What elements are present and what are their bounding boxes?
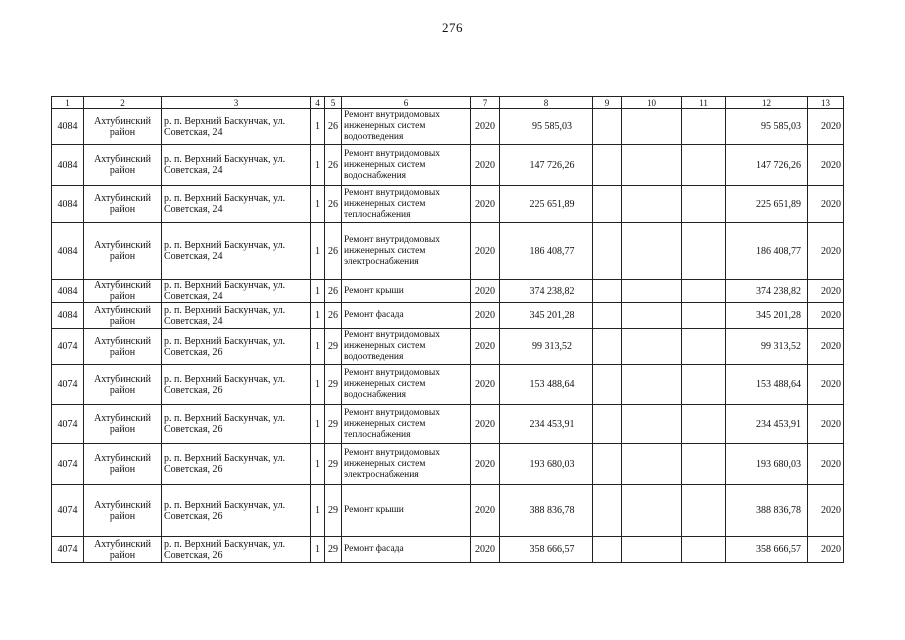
work-type-cell: Ремонт крыши: [342, 280, 471, 303]
work-type-cell: Ремонт внутридомовых инженерных систем водоснабжения: [342, 365, 471, 405]
house-id-cell: 4074: [52, 329, 84, 365]
empty-cell: [682, 444, 726, 485]
col4-cell: 1: [311, 444, 325, 485]
cost-cell: 234 453,91: [500, 405, 593, 444]
empty-cell: [593, 223, 622, 280]
work-type-cell: Ремонт внутридомовых инженерных систем электроснабжения: [342, 444, 471, 485]
col4-cell: 1: [311, 485, 325, 537]
repair-register-table: [51, 96, 844, 563]
year-cell: 2020: [471, 444, 500, 485]
table-row: [52, 444, 844, 485]
work-type-cell: Ремонт внутридомовых инженерных систем водоотведения: [342, 329, 471, 365]
house-id-cell: 4084: [52, 186, 84, 223]
empty-cell: [622, 444, 682, 485]
page-number: 276: [442, 20, 463, 35]
table-row: [52, 365, 844, 405]
empty-cell: [682, 145, 726, 186]
empty-cell: [682, 303, 726, 329]
col4-cell: 1: [311, 109, 325, 145]
district-cell: Ахтубинский район: [84, 109, 162, 145]
col5-cell: 26: [325, 223, 342, 280]
district-cell: Ахтубинский район: [84, 145, 162, 186]
empty-cell: [622, 186, 682, 223]
work-type-cell: Ремонт внутридомовых инженерных систем теплоснабжения: [342, 405, 471, 444]
empty-cell: [593, 145, 622, 186]
col4-cell: 1: [311, 405, 325, 444]
completion-year-cell: 2020: [808, 109, 844, 145]
col4-cell: 1: [311, 303, 325, 329]
empty-cell: [622, 329, 682, 365]
year-cell: 2020: [471, 186, 500, 223]
empty-cell: [593, 329, 622, 365]
year-cell: 2020: [471, 405, 500, 444]
district-cell: Ахтубинский район: [84, 405, 162, 444]
year-cell: 2020: [471, 280, 500, 303]
column-header: 10: [622, 97, 682, 109]
column-header: 5: [325, 97, 342, 109]
address-cell: р. п. Верхний Баскунчак, ул. Советская, 26: [162, 537, 311, 563]
address-cell: р. п. Верхний Баскунчак, ул. Советская, 24: [162, 109, 311, 145]
cost-cell: 186 408,77: [500, 223, 593, 280]
completion-year-cell: 2020: [808, 186, 844, 223]
total-cost-cell: 193 680,03: [726, 444, 808, 485]
table-row: [52, 280, 844, 303]
work-type-cell: Ремонт внутридомовых инженерных систем водоснабжения: [342, 145, 471, 186]
column-header: 3: [162, 97, 311, 109]
cost-cell: 388 836,78: [500, 485, 593, 537]
table-row: [52, 303, 844, 329]
address-cell: р. п. Верхний Баскунчак, ул. Советская, 24: [162, 186, 311, 223]
total-cost-cell: 388 836,78: [726, 485, 808, 537]
completion-year-cell: 2020: [808, 444, 844, 485]
empty-cell: [682, 223, 726, 280]
col5-cell: 29: [325, 444, 342, 485]
year-cell: 2020: [471, 537, 500, 563]
completion-year-cell: 2020: [808, 329, 844, 365]
col4-cell: 1: [311, 280, 325, 303]
year-cell: 2020: [471, 485, 500, 537]
total-cost-cell: 95 585,03: [726, 109, 808, 145]
house-id-cell: 4074: [52, 405, 84, 444]
year-cell: 2020: [471, 365, 500, 405]
district-cell: Ахтубинский район: [84, 280, 162, 303]
table-row: [52, 186, 844, 223]
total-cost-cell: 147 726,26: [726, 145, 808, 186]
district-cell: Ахтубинский район: [84, 537, 162, 563]
col5-cell: 26: [325, 280, 342, 303]
empty-cell: [593, 365, 622, 405]
empty-cell: [682, 537, 726, 563]
empty-cell: [622, 109, 682, 145]
house-id-cell: 4074: [52, 365, 84, 405]
address-cell: р. п. Верхний Баскунчак, ул. Советская, 26: [162, 405, 311, 444]
district-cell: Ахтубинский район: [84, 303, 162, 329]
cost-cell: 358 666,57: [500, 537, 593, 563]
total-cost-cell: 234 453,91: [726, 405, 808, 444]
work-type-cell: Ремонт внутридомовых инженерных систем теплоснабжения: [342, 186, 471, 223]
col5-cell: 26: [325, 145, 342, 186]
address-cell: р. п. Верхний Баскунчак, ул. Советская, 24: [162, 223, 311, 280]
cost-cell: 193 680,03: [500, 444, 593, 485]
empty-cell: [622, 537, 682, 563]
completion-year-cell: 2020: [808, 303, 844, 329]
empty-cell: [622, 485, 682, 537]
column-header: 4: [311, 97, 325, 109]
address-cell: р. п. Верхний Баскунчак, ул. Советская, 24: [162, 280, 311, 303]
column-header: 12: [726, 97, 808, 109]
total-cost-cell: 374 238,82: [726, 280, 808, 303]
empty-cell: [593, 280, 622, 303]
empty-cell: [682, 485, 726, 537]
address-cell: р. п. Верхний Баскунчак, ул. Советская, 24: [162, 145, 311, 186]
address-cell: р. п. Верхний Баскунчак, ул. Советская, 26: [162, 444, 311, 485]
completion-year-cell: 2020: [808, 365, 844, 405]
col4-cell: 1: [311, 365, 325, 405]
empty-cell: [593, 303, 622, 329]
column-header: 7: [471, 97, 500, 109]
table-row: [52, 405, 844, 444]
col5-cell: 26: [325, 186, 342, 223]
cost-cell: 99 313,52: [500, 329, 593, 365]
address-cell: р. п. Верхний Баскунчак, ул. Советская, 24: [162, 303, 311, 329]
completion-year-cell: 2020: [808, 223, 844, 280]
empty-cell: [682, 109, 726, 145]
empty-cell: [622, 280, 682, 303]
completion-year-cell: 2020: [808, 280, 844, 303]
col5-cell: 26: [325, 109, 342, 145]
house-id-cell: 4084: [52, 109, 84, 145]
col5-cell: 29: [325, 537, 342, 563]
completion-year-cell: 2020: [808, 145, 844, 186]
empty-cell: [622, 405, 682, 444]
house-id-cell: 4084: [52, 145, 84, 186]
work-type-cell: Ремонт фасада: [342, 537, 471, 563]
total-cost-cell: 225 651,89: [726, 186, 808, 223]
empty-cell: [593, 186, 622, 223]
cost-cell: 345 201,28: [500, 303, 593, 329]
col4-cell: 1: [311, 537, 325, 563]
col4-cell: 1: [311, 223, 325, 280]
col5-cell: 29: [325, 485, 342, 537]
address-cell: р. п. Верхний Баскунчак, ул. Советская, 26: [162, 365, 311, 405]
table-row: [52, 329, 844, 365]
district-cell: Ахтубинский район: [84, 223, 162, 280]
total-cost-cell: 153 488,64: [726, 365, 808, 405]
house-id-cell: 4074: [52, 444, 84, 485]
work-type-cell: Ремонт внутридомовых инженерных систем электроснабжения: [342, 223, 471, 280]
col4-cell: 1: [311, 186, 325, 223]
year-cell: 2020: [471, 109, 500, 145]
empty-cell: [593, 537, 622, 563]
table-row: [52, 485, 844, 537]
house-id-cell: 4074: [52, 537, 84, 563]
total-cost-cell: 99 313,52: [726, 329, 808, 365]
col4-cell: 1: [311, 145, 325, 186]
empty-cell: [682, 365, 726, 405]
total-cost-cell: 186 408,77: [726, 223, 808, 280]
house-id-cell: 4084: [52, 223, 84, 280]
empty-cell: [622, 223, 682, 280]
cost-cell: 225 651,89: [500, 186, 593, 223]
col5-cell: 29: [325, 329, 342, 365]
empty-cell: [682, 405, 726, 444]
district-cell: Ахтубинский район: [84, 485, 162, 537]
column-header: 2: [84, 97, 162, 109]
completion-year-cell: 2020: [808, 537, 844, 563]
total-cost-cell: 358 666,57: [726, 537, 808, 563]
column-number-row: [52, 97, 844, 109]
empty-cell: [622, 365, 682, 405]
district-cell: Ахтубинский район: [84, 365, 162, 405]
empty-cell: [593, 485, 622, 537]
house-id-cell: 4084: [52, 280, 84, 303]
column-header: 8: [500, 97, 593, 109]
year-cell: 2020: [471, 223, 500, 280]
work-type-cell: Ремонт внутридомовых инженерных систем водоотведения: [342, 109, 471, 145]
year-cell: 2020: [471, 329, 500, 365]
address-cell: р. п. Верхний Баскунчак, ул. Советская, 26: [162, 329, 311, 365]
year-cell: 2020: [471, 145, 500, 186]
district-cell: Ахтубинский район: [84, 444, 162, 485]
column-header: 11: [682, 97, 726, 109]
column-header: 1: [52, 97, 84, 109]
cost-cell: 95 585,03: [500, 109, 593, 145]
address-cell: р. п. Верхний Баскунчак, ул. Советская, 26: [162, 485, 311, 537]
work-type-cell: Ремонт фасада: [342, 303, 471, 329]
table-row: [52, 223, 844, 280]
district-cell: Ахтубинский район: [84, 186, 162, 223]
district-cell: Ахтубинский район: [84, 329, 162, 365]
house-id-cell: 4084: [52, 303, 84, 329]
col5-cell: 29: [325, 405, 342, 444]
empty-cell: [593, 444, 622, 485]
completion-year-cell: 2020: [808, 405, 844, 444]
table-row: [52, 145, 844, 186]
completion-year-cell: 2020: [808, 485, 844, 537]
column-header: 6: [342, 97, 471, 109]
cost-cell: 153 488,64: [500, 365, 593, 405]
work-type-cell: Ремонт крыши: [342, 485, 471, 537]
column-header: 13: [808, 97, 844, 109]
col5-cell: 29: [325, 365, 342, 405]
column-header: 9: [593, 97, 622, 109]
empty-cell: [622, 145, 682, 186]
empty-cell: [622, 303, 682, 329]
col4-cell: 1: [311, 329, 325, 365]
empty-cell: [682, 329, 726, 365]
table-row: [52, 109, 844, 145]
empty-cell: [682, 280, 726, 303]
total-cost-cell: 345 201,28: [726, 303, 808, 329]
table-row: [52, 537, 844, 563]
empty-cell: [682, 186, 726, 223]
empty-cell: [593, 405, 622, 444]
cost-cell: 374 238,82: [500, 280, 593, 303]
house-id-cell: 4074: [52, 485, 84, 537]
cost-cell: 147 726,26: [500, 145, 593, 186]
col5-cell: 26: [325, 303, 342, 329]
year-cell: 2020: [471, 303, 500, 329]
empty-cell: [593, 109, 622, 145]
